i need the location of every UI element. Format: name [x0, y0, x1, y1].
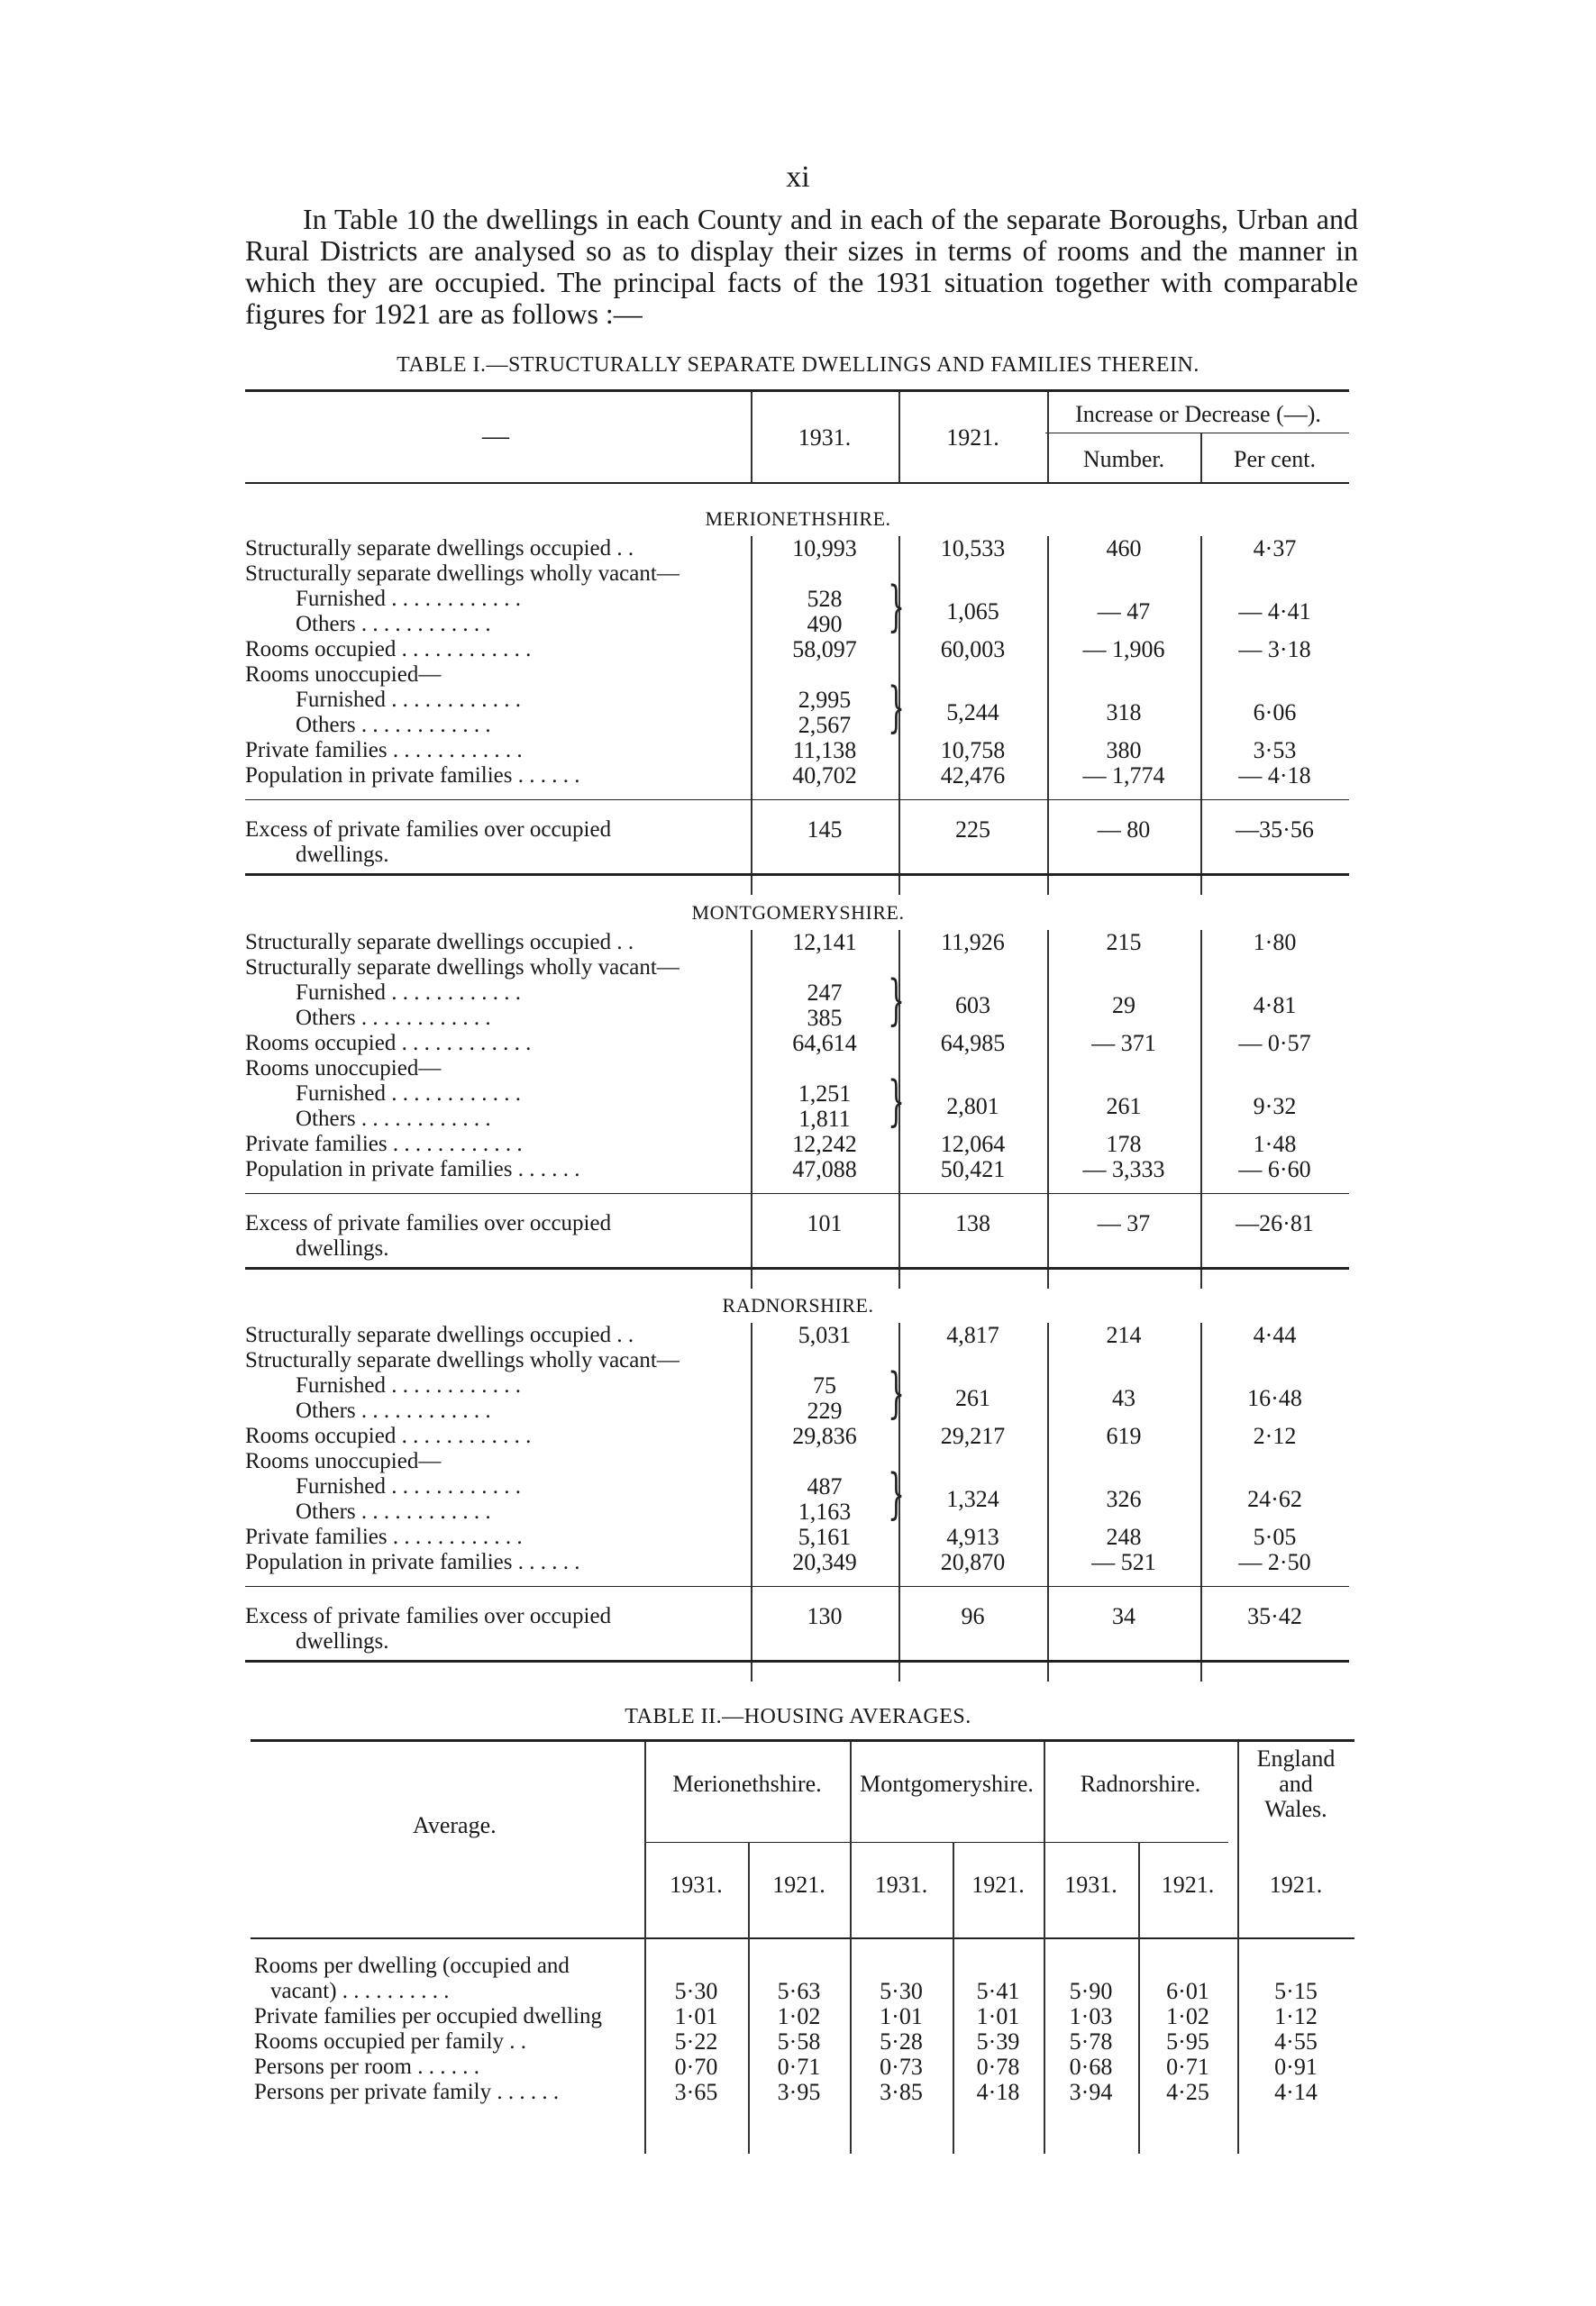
- t2-cell-value: 4·18: [976, 2079, 1020, 2105]
- t2-cell-value: 5·39: [976, 2028, 1020, 2055]
- cell-value: —35·56: [1236, 816, 1314, 843]
- t2-cell-value: 3·94: [1069, 2079, 1113, 2105]
- section-bottom-rule: [245, 1660, 1349, 1663]
- cell-value: 4,817: [946, 1322, 999, 1348]
- t2-header-average: Average.: [413, 1812, 497, 1838]
- cell-value: 2,567: [798, 712, 852, 738]
- cell-value: 247: [807, 980, 843, 1006]
- t2-cell-value: 0·71: [1166, 2054, 1209, 2080]
- cell-value: 138: [955, 1210, 990, 1236]
- cell-value: 29,217: [940, 1423, 1006, 1449]
- cell-value: 20,870: [940, 1549, 1006, 1575]
- cell-value: 385: [807, 1005, 843, 1031]
- cell-value: — 1,774: [1082, 762, 1165, 788]
- excess-rule: [245, 799, 1349, 800]
- t2-header-england-2: and: [1279, 1771, 1313, 1797]
- table1-caption: TABLE I.—STRUCTURALLY SEPARATE DWELLINGS AND FAMILIES THEREIN.: [397, 353, 1199, 377]
- t2-cell-value: 6·01: [1166, 1978, 1209, 2004]
- cell-value: 229: [807, 1398, 843, 1424]
- cell-value: — 47: [1097, 598, 1151, 624]
- t2-cell-value: 5·58: [777, 2028, 821, 2055]
- excess-rule: [245, 1193, 1349, 1194]
- cell-value: 34: [1112, 1603, 1135, 1629]
- cell-value: — 4·18: [1238, 762, 1311, 788]
- cell-value: 5,244: [946, 699, 999, 725]
- row-label: Rooms occupied . . . . . . . . . . . .: [245, 1031, 532, 1055]
- row-label: Structurally separate dwellings wholly vacant—: [245, 561, 679, 586]
- cell-value: 2,801: [946, 1093, 999, 1119]
- cell-value: — 6·60: [1238, 1156, 1311, 1182]
- cell-value: — 1,906: [1082, 636, 1165, 662]
- cell-value: 1,324: [946, 1486, 999, 1512]
- row-label: Rooms unoccupied—: [245, 662, 442, 687]
- cell-value: 40,702: [792, 762, 857, 788]
- cell-value: 47,088: [792, 1156, 857, 1182]
- cell-value: 1,811: [798, 1106, 851, 1132]
- t2-row-label: Persons per room . . . . . .: [254, 2055, 479, 2079]
- row-label: Private families . . . . . . . . . . . .: [245, 738, 523, 762]
- table1-header-rule: [245, 482, 1349, 484]
- row-label: Furnished . . . . . . . . . . . .: [296, 980, 521, 1005]
- row-label: dwellings.: [296, 843, 389, 867]
- cell-value: 16·48: [1247, 1385, 1302, 1411]
- row-label: Others . . . . . . . . . . . .: [296, 1499, 491, 1524]
- t2-cell-value: 5·78: [1069, 2028, 1113, 2055]
- cell-value: 4·81: [1253, 992, 1297, 1018]
- cell-value: 58,097: [792, 636, 857, 662]
- cell-value: 5,031: [798, 1322, 852, 1348]
- t2-cell-value: 1·02: [1166, 2003, 1209, 2029]
- cell-value: —26·81: [1236, 1210, 1314, 1236]
- cell-value: — 80: [1097, 816, 1151, 843]
- row-label: Furnished . . . . . . . . . . . .: [296, 1373, 521, 1398]
- cell-value: 318: [1106, 699, 1142, 725]
- cell-value: 64,614: [792, 1030, 857, 1056]
- cell-value: 130: [807, 1603, 843, 1629]
- t2-cell-value: 4·25: [1166, 2079, 1209, 2105]
- t2-row-label: vacant) . . . . . . . . . .: [270, 1979, 450, 2003]
- t2-header-merioneth: Merionethshire.: [672, 1771, 822, 1797]
- t2-cell-value: 5·41: [976, 1978, 1020, 2004]
- t2-year-1921: 1921.: [772, 1872, 825, 1898]
- cell-value: 380: [1106, 737, 1142, 763]
- table2-top-rule: [251, 1739, 1354, 1742]
- cell-value: 145: [807, 816, 843, 843]
- t1-header-vline: [1047, 392, 1049, 482]
- cell-value: 10,533: [940, 535, 1006, 561]
- t2-cell-value: 5·15: [1274, 1978, 1318, 2004]
- t2-header-england-1: England: [1256, 1745, 1336, 1772]
- cell-value: 248: [1106, 1524, 1142, 1550]
- cell-value: 603: [955, 992, 990, 1018]
- t2-cell-value: 1·03: [1069, 2003, 1113, 2029]
- brace-icon: }: [888, 1070, 906, 1133]
- row-label: Excess of private families over occupied: [245, 817, 612, 842]
- cell-value: — 37: [1097, 1210, 1151, 1236]
- t2-cell-value: 1·01: [880, 2003, 923, 2029]
- t2-cell-value: 0·68: [1069, 2054, 1113, 2080]
- t2-cell-value: 1·01: [674, 2003, 718, 2029]
- cell-value: — 2·50: [1238, 1549, 1311, 1575]
- cell-value: 1,163: [798, 1499, 852, 1525]
- row-label: Others . . . . . . . . . . . .: [296, 1006, 491, 1030]
- section-title: MONTGOMERYSHIRE.: [691, 901, 905, 924]
- row-label: Others . . . . . . . . . . . .: [296, 1399, 491, 1423]
- section-bottom-rule: [245, 873, 1349, 876]
- cell-value: 4,913: [946, 1524, 999, 1550]
- cell-value: 4·44: [1253, 1322, 1297, 1348]
- t2-cell-value: 5·30: [674, 1978, 718, 2004]
- excess-rule: [245, 1586, 1349, 1587]
- cell-value: 9·32: [1253, 1093, 1297, 1119]
- row-label: Furnished . . . . . . . . . . . .: [296, 688, 521, 712]
- cell-value: 10,993: [792, 535, 857, 561]
- cell-value: 225: [955, 816, 990, 843]
- row-label: Excess of private families over occupied: [245, 1604, 612, 1628]
- t2-cell-value: 1·01: [976, 2003, 1020, 2029]
- col-header-1931: 1931.: [798, 424, 852, 451]
- row-label: Structurally separate dwellings wholly vacant—: [245, 1348, 679, 1372]
- row-label: dwellings.: [296, 1629, 389, 1654]
- intro-paragraph: In Table 10 the dwellings in each County and in each of the separate Boroughs, Urban and Rural Districts are analysed so as to display their sizes in terms of rooms and the manner in which they are occupied. The principal facts of the 1931 situation together with comparable figures for 1921 are as follows :—: [245, 203, 1358, 330]
- cell-value: 50,421: [940, 1156, 1006, 1182]
- cell-value: 460: [1106, 535, 1142, 561]
- cell-value: 64,985: [940, 1030, 1006, 1056]
- cell-value: 3·53: [1253, 737, 1297, 763]
- row-label: Population in private families . . . . . .: [245, 1157, 580, 1181]
- cell-value: 29,836: [792, 1423, 857, 1449]
- cell-value: 215: [1106, 929, 1142, 955]
- table2-caption: TABLE II.—HOUSING AVERAGES.: [625, 1705, 971, 1728]
- row-label: Structurally separate dwellings occupied . .: [245, 1323, 634, 1347]
- t1-header-vline: [898, 392, 900, 482]
- col-header-increase: Increase or Decrease (—).: [1075, 401, 1321, 427]
- brace-icon: }: [888, 1362, 906, 1425]
- t2-year-1921: 1921.: [1161, 1872, 1215, 1898]
- cell-value: 326: [1106, 1486, 1142, 1512]
- cell-value: 1·80: [1253, 929, 1297, 955]
- brace-icon: }: [888, 1463, 906, 1526]
- t2-cell-value: 0·91: [1274, 2054, 1318, 2080]
- t2-cell-value: 4·14: [1274, 2079, 1318, 2105]
- brace-icon: }: [888, 969, 906, 1032]
- cell-value: — 3,333: [1082, 1156, 1165, 1182]
- table1-top-rule: [245, 389, 1349, 392]
- cell-value: 11,926: [941, 929, 1005, 955]
- cell-value: 29: [1112, 992, 1135, 1018]
- t2-year-1931: 1931.: [874, 1872, 928, 1898]
- cell-value: 1,251: [798, 1080, 852, 1107]
- row-label: Rooms occupied . . . . . . . . . . . .: [245, 1424, 532, 1448]
- page-number: xi: [786, 160, 810, 194]
- cell-value: 43: [1112, 1385, 1135, 1411]
- row-label: Rooms unoccupied—: [245, 1449, 442, 1473]
- cell-value: 11,138: [792, 737, 857, 763]
- row-label: Others . . . . . . . . . . . .: [296, 713, 491, 737]
- t2-cell-value: 5·30: [880, 1978, 923, 2004]
- t2-row-label: Persons per private family . . . . . .: [254, 2080, 560, 2104]
- t2-cell-value: 0·78: [976, 2054, 1020, 2080]
- cell-value: 2,995: [798, 687, 852, 713]
- row-label: dwellings.: [296, 1236, 389, 1261]
- t2-cell-value: 5·95: [1166, 2028, 1209, 2055]
- row-label: Furnished . . . . . . . . . . . .: [296, 1081, 521, 1106]
- row-label: Structurally separate dwellings wholly vacant—: [245, 955, 679, 980]
- table2-subheader-rule: [644, 1842, 1228, 1843]
- cell-value: 261: [955, 1385, 990, 1411]
- brace-icon: }: [888, 575, 906, 638]
- t2-cell-value: 5·28: [880, 2028, 923, 2055]
- row-label: Private families . . . . . . . . . . . .: [245, 1525, 523, 1549]
- row-label: Excess of private families over occupied: [245, 1211, 612, 1235]
- cell-value: — 3·18: [1238, 636, 1311, 662]
- cell-value: 96: [961, 1603, 985, 1629]
- t2-header-radnor: Radnorshire.: [1080, 1771, 1201, 1797]
- brace-icon: }: [888, 676, 906, 739]
- cell-value: 20,349: [792, 1549, 857, 1575]
- t1-header-vline: [1200, 433, 1202, 482]
- row-label: Rooms occupied . . . . . . . . . . . .: [245, 637, 532, 661]
- row-label: Structurally separate dwellings occupied . .: [245, 930, 634, 954]
- section-bottom-rule: [245, 1267, 1349, 1270]
- cell-value: 5,161: [798, 1524, 852, 1550]
- t2-cell-value: 0·73: [880, 2054, 923, 2080]
- t1-header-vline: [751, 392, 752, 482]
- cell-value: 1,065: [946, 598, 999, 624]
- t2-cell-value: 5·22: [674, 2028, 718, 2055]
- row-label: Rooms unoccupied—: [245, 1056, 442, 1080]
- col-header-number: Number.: [1082, 446, 1165, 472]
- t2-year-1931: 1931.: [1064, 1872, 1117, 1898]
- col-header-percent: Per cent.: [1234, 446, 1316, 472]
- t2-cell-value: 4·55: [1274, 2028, 1318, 2055]
- cell-value: 490: [807, 611, 843, 637]
- cell-value: 261: [1106, 1093, 1142, 1119]
- cell-value: 5·05: [1253, 1524, 1297, 1550]
- t2-cell-value: 1·02: [777, 2003, 821, 2029]
- cell-value: 12,064: [940, 1131, 1006, 1157]
- cell-value: 619: [1106, 1423, 1142, 1449]
- cell-value: — 371: [1091, 1030, 1156, 1056]
- cell-value: 214: [1106, 1322, 1142, 1348]
- cell-value: — 0·57: [1238, 1030, 1311, 1056]
- row-label: Furnished . . . . . . . . . . . .: [296, 587, 521, 611]
- section-title: MERIONETHSHIRE.: [705, 507, 891, 530]
- row-label: Population in private families . . . . . .: [245, 763, 580, 788]
- cell-value: 24·62: [1247, 1486, 1302, 1512]
- cell-value: 1·48: [1253, 1131, 1297, 1157]
- cell-value: 12,242: [792, 1131, 857, 1157]
- cell-value: 178: [1106, 1131, 1142, 1157]
- cell-value: 12,141: [792, 929, 857, 955]
- t2-cell-value: 1·12: [1274, 2003, 1318, 2029]
- t2-row-label: Rooms per dwelling (occupied and: [254, 1954, 570, 1978]
- t2-year-1921: 1921.: [1269, 1872, 1323, 1898]
- col-header-1921: 1921.: [946, 424, 999, 451]
- cell-value: 528: [807, 586, 843, 612]
- t2-cell-value: 5·90: [1069, 1978, 1113, 2004]
- cell-value: — 521: [1091, 1549, 1156, 1575]
- cell-value: 35·42: [1247, 1603, 1302, 1629]
- t2-cell-value: 3·65: [674, 2079, 718, 2105]
- cell-value: 487: [807, 1473, 843, 1499]
- cell-value: 10,758: [940, 737, 1006, 763]
- t2-header-montgomery: Montgomeryshire.: [860, 1771, 1034, 1797]
- table2-header-rule: [251, 1937, 1354, 1939]
- cell-value: 60,003: [940, 636, 1006, 662]
- row-label: Others . . . . . . . . . . . .: [296, 1107, 491, 1131]
- section-title: RADNORSHIRE.: [722, 1294, 874, 1317]
- row-label: Structurally separate dwellings occupied . .: [245, 536, 634, 561]
- t2-row-label: Private families per occupied dwelling: [254, 2004, 602, 2028]
- row-label: Population in private families . . . . . .: [245, 1550, 580, 1574]
- t2-cell-value: 3·95: [777, 2079, 821, 2105]
- col-header-dash: —: [482, 421, 509, 451]
- cell-value: 6·06: [1253, 699, 1297, 725]
- t2-header-england-3: Wales.: [1264, 1796, 1327, 1822]
- row-label: Furnished . . . . . . . . . . . .: [296, 1474, 521, 1499]
- cell-value: — 4·41: [1238, 598, 1311, 624]
- t2-row-label: Rooms occupied per family . .: [254, 2029, 527, 2054]
- t2-year-1921: 1921.: [971, 1872, 1025, 1898]
- cell-value: 75: [813, 1372, 836, 1399]
- cell-value: 2·12: [1253, 1423, 1297, 1449]
- t2-cell-value: 3·85: [880, 2079, 923, 2105]
- cell-value: 101: [807, 1210, 843, 1236]
- row-label: Others . . . . . . . . . . . .: [296, 612, 491, 636]
- t2-cell-value: 5·63: [777, 1978, 821, 2004]
- cell-value: 4·37: [1253, 535, 1297, 561]
- t2-cell-value: 0·71: [777, 2054, 821, 2080]
- cell-value: 42,476: [940, 762, 1006, 788]
- t2-year-1931: 1931.: [670, 1872, 723, 1898]
- row-label: Private families . . . . . . . . . . . .: [245, 1132, 523, 1156]
- t2-cell-value: 0·70: [674, 2054, 718, 2080]
